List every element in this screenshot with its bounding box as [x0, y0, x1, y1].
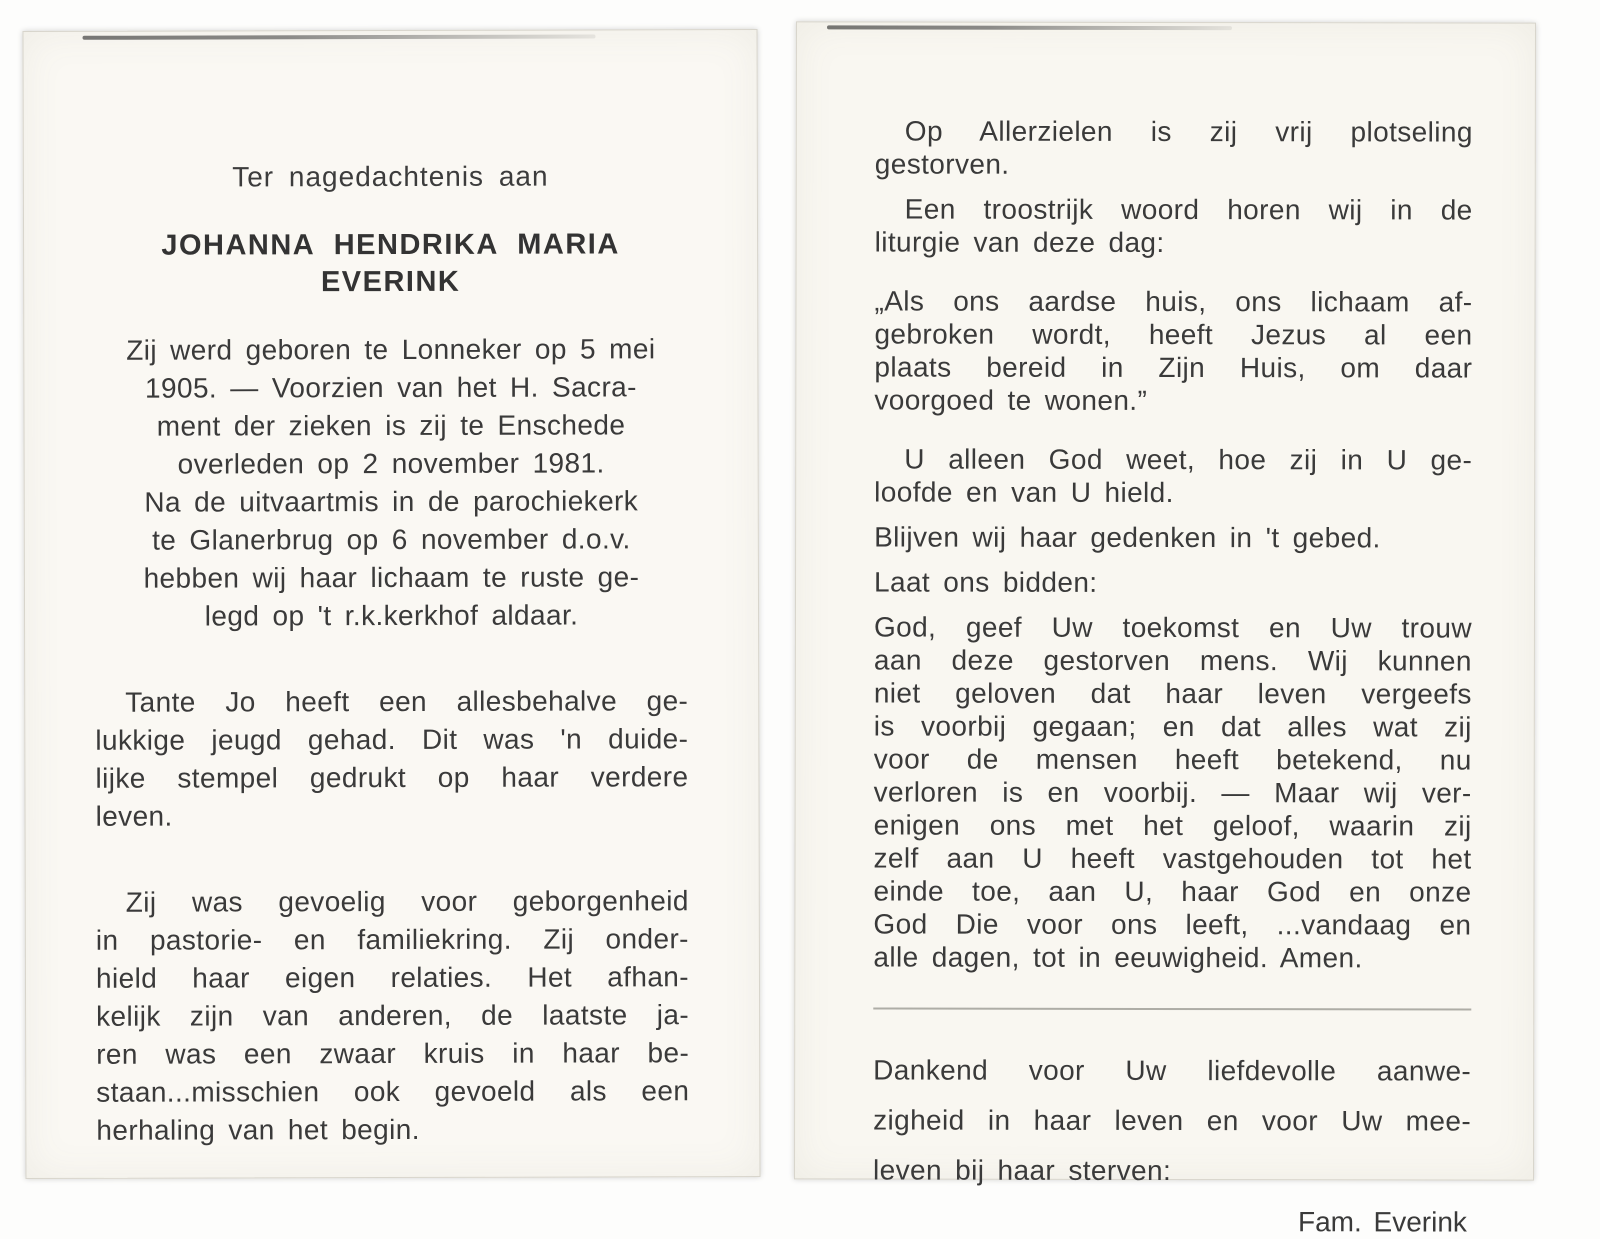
prayer-invitation-line [874, 565, 1472, 599]
text-line: aan deze gestorven mens. Wij kunnen [873, 644, 1472, 677]
text-line: liturgie van deze dag: [874, 226, 1165, 258]
text-line: 1905. — Voorzien van het H. Sacra- [144, 371, 637, 404]
text-line: Dankend voor Uw liefdevolle aanwe- [873, 1054, 1472, 1087]
memorial-card-right-page [794, 21, 1536, 1238]
faith-paragraph [874, 442, 1472, 509]
text-line: kelijk zijn van anderen, de laatste ja- [96, 999, 690, 1032]
scan-artifact-top-edge [827, 25, 1233, 30]
prayer-paragraph [873, 610, 1472, 974]
text-line: hebben wij haar lichaam te ruste ge- [143, 561, 640, 594]
text-line: voor de mensen heeft betekend, nu [873, 743, 1472, 776]
text-line: God, geef Uw toekomst en Uw trouw [873, 611, 1472, 644]
text-line: Blijven wij haar gedenken in 't gebed. [874, 521, 1381, 554]
character-paragraph [96, 882, 690, 1150]
text-line: is voorbij gegaan; en dat alles wat zij [873, 710, 1472, 743]
text-line: loofde en van U hield. [874, 476, 1174, 509]
liturgy-intro-paragraph [875, 192, 1473, 259]
text-line: gestorven. [874, 148, 1010, 180]
text-line: lukkige jeugd gehad. Dit was 'n duide- [95, 723, 689, 756]
text-line: lijke stempel gedrukt op haar verdere [95, 761, 689, 794]
deceased-name-line2: EVERINK [320, 265, 461, 299]
youth-paragraph [95, 682, 688, 836]
text-line: Tante Jo heeft een allesbehalve ge- [125, 685, 689, 718]
deceased-name [94, 226, 687, 302]
text-line: zelf aan U heeft vastgehouden tot het [873, 842, 1472, 875]
text-line: einde toe, aan U, haar God en onze [873, 875, 1472, 908]
memorial-card-left-page [22, 29, 760, 1179]
acknowledgement-paragraph [873, 1045, 1471, 1196]
biography-paragraph [94, 330, 688, 636]
text-line: Laat ons bidden: [874, 566, 1098, 598]
text-line: U alleen God weet, hoe zij in U ge- [904, 443, 1473, 476]
text-line: hield haar eigen relaties. Het afhan- [95, 961, 690, 994]
text-line: gebroken wordt, heeft Jezus al een [874, 318, 1473, 351]
dedication-line: Ter nagedachtenis aan [232, 160, 549, 193]
family-signature: Fam. Everink [1297, 1206, 1467, 1238]
text-line: Een troostrijk woord horen wij in de [904, 193, 1473, 226]
text-line: ment der zieken is zij te Enschede [156, 409, 626, 442]
text-line: leven. [95, 800, 173, 832]
text-line: God Die voor ons leeft, ...vandaag en [873, 908, 1472, 941]
text-line: in pastorie- en familiekring. Zij onder- [95, 923, 689, 956]
death-paragraph [875, 114, 1473, 181]
scripture-quote-paragraph [874, 284, 1472, 417]
deceased-name-line1: JOHANNA HENDRIKA MARIA [161, 228, 620, 262]
remembrance-line [874, 520, 1472, 554]
scan-artifact-top-edge [82, 34, 595, 39]
divider-rule [873, 1007, 1471, 1010]
text-line: te Glanerbrug op 6 november d.o.v. [152, 523, 631, 556]
text-line: legd op 't r.k.kerkhof aldaar. [204, 599, 579, 632]
text-line: Na de uitvaartmis in de parochiekerk [144, 485, 639, 518]
text-line: zigheid in haar leven en voor Uw mee- [873, 1104, 1472, 1137]
text-line: Zij was gevoelig voor geborgenheid [125, 885, 689, 918]
text-line: niet geloven dat haar leven vergeefs [873, 677, 1472, 710]
text-line: plaats bereid in Zijn Huis, om daar [874, 351, 1473, 384]
text-line: overleden op 2 november 1981. [177, 447, 605, 480]
text-line: ren was een zwaar kruis in haar be- [96, 1037, 690, 1070]
text-line: alle dagen, tot in eeuwigheid. Amen. [873, 941, 1363, 974]
text-line: herhaling van het begin. [96, 1113, 420, 1146]
text-line: voorgoed te wonen.” [874, 384, 1148, 416]
text-line: Op Allerzielen is zij vrij plotseling [904, 115, 1473, 148]
text-line: Zij werd geboren te Lonneker op 5 mei [126, 333, 656, 366]
text-line: verloren is en voorbij. — Maar wij ver- [873, 776, 1472, 809]
text-line: enigen ons met het geloof, waarin zij [873, 809, 1472, 842]
text-line: staan...misschien ook gevoeld als een [96, 1075, 690, 1108]
text-line: leven bij haar sterven: [872, 1154, 1172, 1187]
text-line: „Als ons aardse huis, ons lichaam af- [874, 285, 1473, 318]
